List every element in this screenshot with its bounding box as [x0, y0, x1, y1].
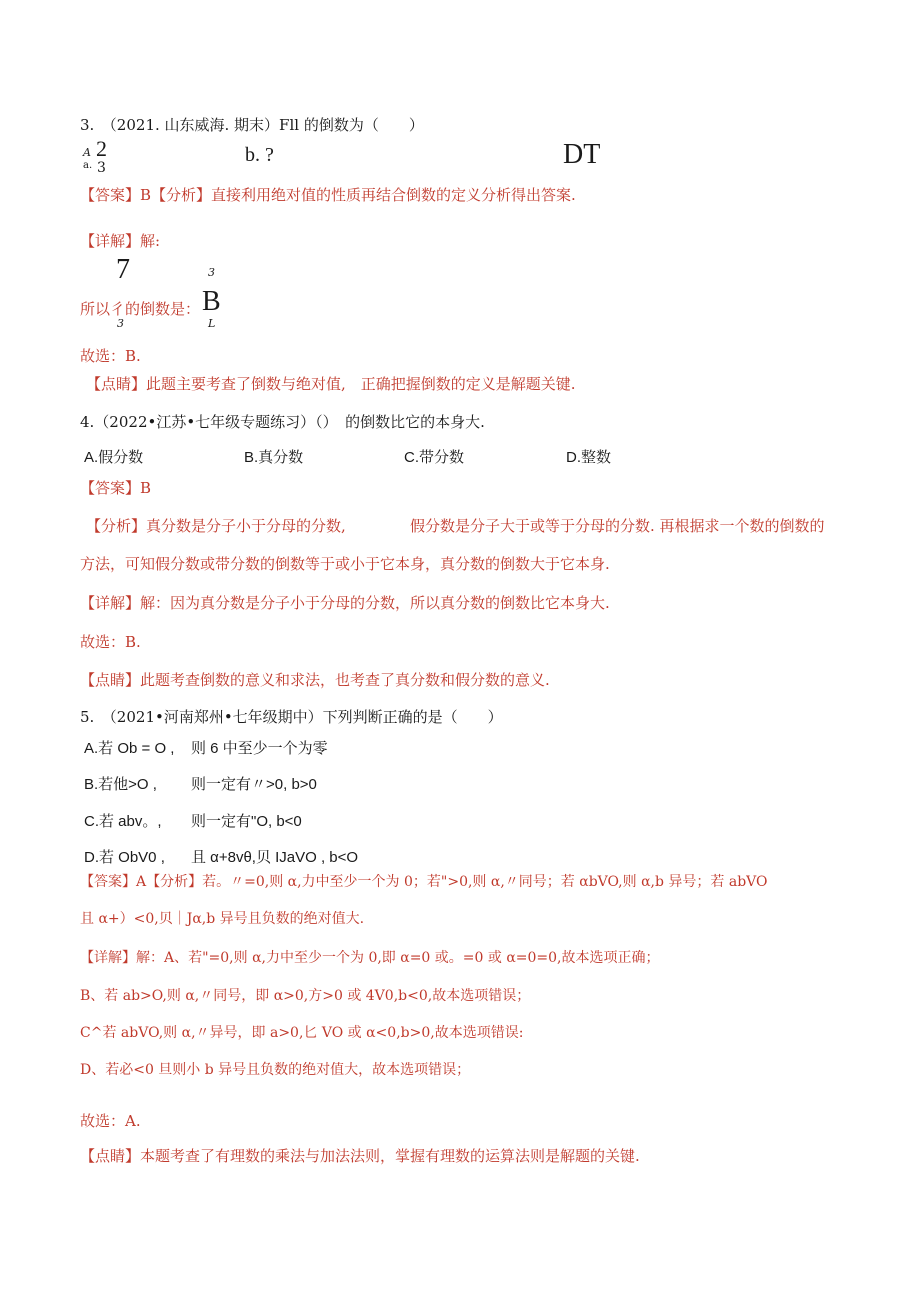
q4-analysis-part3: 方法，可知假分数或带分数的倒数等于或小于它本身，真分数的倒数大于它本身.	[80, 555, 610, 573]
q3-option-a-label: A	[83, 146, 91, 159]
q3-answer: 【答案】B【分析】直接利用绝对值的性质再结合倒数的定义分析得出答案.	[80, 186, 576, 204]
q5-answer-line1: 【答案】A【分析】若。〃=0,则 α,力中至少一个为 0；若">0,则 α,〃同号；若 αbVO,则 α,b 异号；若 abVO	[80, 874, 768, 890]
q3-stem: 3. （2021. 山东威海. 期末）Fll 的倒数为（ ）	[80, 116, 424, 134]
q5-option-d-result: 且 α+8vθ,贝 IJaVO , b<O	[191, 849, 359, 866]
q5-detail-d: D、若必<0 旦则小 b 异号且负数的绝对值大，故本选项错误；	[80, 1062, 471, 1078]
q5-choose: 故选：A.	[80, 1112, 141, 1130]
q3-fraction-sub-left: 3	[117, 317, 124, 330]
q5-detail-c: C^若 abVO,则 α,〃异号，即 a>0,匕 VO 或 α<0,b>0,故本选项错误:	[80, 1025, 524, 1041]
q4-stem: 4.（2022•江苏•七年级专题练习）（） 的倒数比它的本身大.	[80, 413, 485, 431]
q3-comment: 【点睛】此题主要考查了倒数与绝对值, 正确把握倒数的定义是解题关键.	[86, 375, 576, 393]
q5-option-c-result: 则一定有"O, b<0	[191, 813, 302, 830]
q5-option-a-result: 则 6 中至少一个为零	[191, 740, 328, 757]
q5-option-b-condition: B.若他>O ,	[84, 776, 157, 793]
q4-option-a: A.假分数	[84, 449, 144, 466]
q4-option-c: C.带分数	[404, 449, 465, 466]
q4-option-b: B.真分数	[244, 449, 304, 466]
q5-option-d-condition: D.若 ObV0 ,	[84, 849, 165, 866]
q4-choose: 故选：B.	[80, 633, 141, 651]
q5-option-c-condition: C.若 abv。,	[84, 813, 162, 830]
q3-option-a-sub: a.	[83, 160, 93, 171]
q3-detail-label: 【详解】解:	[80, 232, 161, 250]
q4-detail: 【详解】解：因为真分数是分子小于分母的分数，所以真分数的倒数比它本身大.	[80, 594, 610, 612]
q5-comment: 【点睛】本题考查了有理数的乘法与加法法则，掌握有理数的运算法则是解题的关键.	[80, 1147, 640, 1165]
q3-option-d: DT	[563, 139, 601, 170]
q5-answer-line2: 且 α+）<0,贝｜Jα,b 异号且负数的绝对值大.	[80, 911, 365, 927]
q3-detail-number: 7	[116, 254, 130, 285]
q3-reciprocal-text: 所以彳的倒数是：	[80, 300, 201, 318]
q3-reciprocal-value: B	[202, 286, 221, 317]
q4-analysis-part1: 【分析】真分数是分子小于分母的分数,	[86, 517, 346, 535]
q3-fraction-top: 3	[208, 266, 215, 279]
q5-stem: 5. （2021•河南郑州•七年级期中）下列判断正确的是（ ）	[80, 708, 503, 726]
q3-option-b: b. ?	[245, 144, 274, 166]
q5-option-b-result: 则一定有〃>0, b>0	[191, 776, 317, 793]
q3-fraction-sub-right: L	[208, 317, 216, 330]
q5-detail-b: B、若 ab>O,则 α,〃同号，即 α>0,方>0 或 4V0,b<0,故本选项错误；	[80, 988, 531, 1004]
q4-comment: 【点睛】此题考查倒数的意义和求法，也考查了真分数和假分数的意义.	[80, 671, 550, 689]
q3-option-a-denominator: 3	[97, 160, 106, 176]
q4-answer: 【答案】B	[80, 479, 152, 497]
q4-option-d: D.整数	[566, 449, 612, 466]
q3-option-a-numerator: 2	[96, 136, 107, 161]
q5-option-a-condition: A.若 Ob = O ,	[84, 740, 175, 757]
q3-choose: 故选：B.	[80, 347, 141, 365]
q5-detail-a: 【详解】解：A、若"=0,则 α,力中至少一个为 0,即 α=0 或。=0 或 α=0=0,故本选项正确；	[80, 950, 660, 966]
q4-analysis-part2: 假分数是分子大于或等于分母的分数. 再根据求一个数的倒数的	[410, 517, 825, 535]
